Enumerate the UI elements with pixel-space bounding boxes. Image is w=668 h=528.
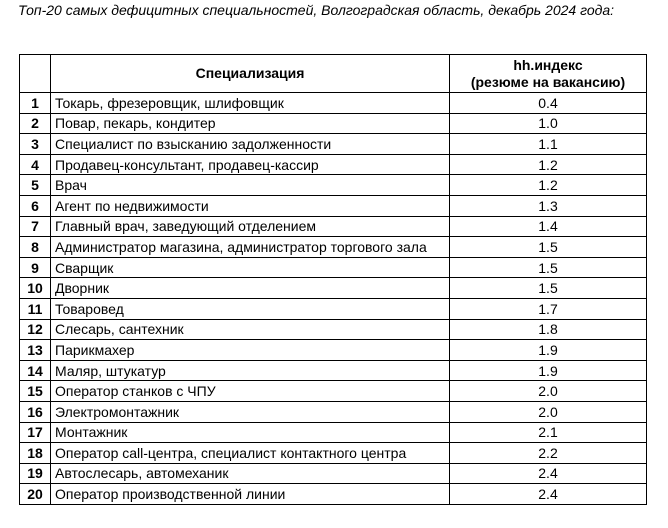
hh-index-cell: 1.1	[450, 134, 647, 155]
hh-index-cell: 2.1	[450, 422, 647, 443]
specialization-cell: Повар, пекарь, кондитер	[51, 113, 450, 134]
rank-cell: 16	[20, 401, 51, 422]
rank-cell: 12	[20, 319, 51, 340]
specialization-cell: Главный врач, заведующий отделением	[51, 216, 450, 237]
header-specialization: Специализация	[51, 55, 450, 93]
specialization-cell: Оператор производственной линии	[51, 484, 450, 505]
table-row	[20, 216, 647, 237]
rank-cell: 20	[20, 484, 51, 505]
hh-index-cell: 2.0	[450, 401, 647, 422]
specialization-cell: Товаровед	[51, 298, 450, 319]
hh-index-cell: 1.9	[450, 340, 647, 361]
table-row	[20, 237, 647, 258]
specialization-cell: Агент по недвижимости	[51, 195, 450, 216]
table-row	[20, 113, 647, 134]
header-hh-index-title: hh.индекс	[513, 56, 583, 73]
specialization-cell: Администратор магазина, администратор торгового зала	[51, 237, 450, 258]
specialization-cell: Оператор call-центра, специалист контактного центра	[51, 443, 450, 464]
deficit-specialties-table	[19, 54, 647, 505]
hh-index-cell: 1.4	[450, 216, 647, 237]
rank-cell: 9	[20, 257, 51, 278]
rank-cell: 8	[20, 237, 51, 258]
specialization-cell: Парикмахер	[51, 340, 450, 361]
table-row	[20, 257, 647, 278]
hh-index-cell: 1.3	[450, 195, 647, 216]
table-row	[20, 175, 647, 196]
hh-index-cell: 2.0	[450, 381, 647, 402]
specialization-cell: Сварщик	[51, 257, 450, 278]
rank-cell: 10	[20, 278, 51, 299]
hh-index-cell: 1.5	[450, 237, 647, 258]
hh-index-cell: 0.4	[450, 93, 647, 114]
table-header-row	[20, 55, 647, 93]
specialization-cell: Дворник	[51, 278, 450, 299]
rank-cell: 14	[20, 360, 51, 381]
hh-index-cell: 1.5	[450, 257, 647, 278]
hh-index-cell: 2.4	[450, 484, 647, 505]
specialization-cell: Токарь, фрезеровщик, шлифовщик	[51, 93, 450, 114]
rank-cell: 18	[20, 443, 51, 464]
table-row	[20, 484, 647, 505]
table-row	[20, 278, 647, 299]
table-row	[20, 463, 647, 484]
rank-cell: 2	[20, 113, 51, 134]
rank-cell: 1	[20, 93, 51, 114]
hh-index-cell: 1.2	[450, 154, 647, 175]
table-row	[20, 195, 647, 216]
table-row	[20, 360, 647, 381]
table-body	[20, 93, 647, 505]
hh-index-cell: 2.4	[450, 463, 647, 484]
hh-index-cell: 1.7	[450, 298, 647, 319]
specialization-cell: Электромонтажник	[51, 401, 450, 422]
rank-cell: 4	[20, 154, 51, 175]
table-row	[20, 381, 647, 402]
rank-cell: 19	[20, 463, 51, 484]
rank-cell: 13	[20, 340, 51, 361]
rank-cell: 3	[20, 134, 51, 155]
hh-index-cell: 1.9	[450, 360, 647, 381]
specialization-cell: Врач	[51, 175, 450, 196]
hh-index-cell: 1.5	[450, 278, 647, 299]
table-row	[20, 154, 647, 175]
specialization-cell: Слесарь, сантехник	[51, 319, 450, 340]
table-row	[20, 134, 647, 155]
specialization-cell: Специалист по взысканию задолженности	[51, 134, 450, 155]
table-row	[20, 93, 647, 114]
specialization-cell: Маляр, штукатур	[51, 360, 450, 381]
specialization-cell: Монтажник	[51, 422, 450, 443]
table-row	[20, 319, 647, 340]
specialization-cell: Оператор станков с ЧПУ	[51, 381, 450, 402]
rank-cell: 11	[20, 298, 51, 319]
hh-index-cell: 1.2	[450, 175, 647, 196]
rank-cell: 5	[20, 175, 51, 196]
table-row	[20, 298, 647, 319]
header-hh-index	[450, 55, 647, 93]
specialization-cell: Продавец-консультант, продавец-кассир	[51, 154, 450, 175]
specialization-cell: Автослесарь, автомеханик	[51, 463, 450, 484]
table-row	[20, 401, 647, 422]
hh-index-cell: 2.2	[450, 443, 647, 464]
table-caption: Топ-20 самых дефицитных специальностей, Волгоградская область, декабрь 2024 года:	[18, 2, 615, 18]
rank-cell: 15	[20, 381, 51, 402]
table-row	[20, 443, 647, 464]
rank-cell: 17	[20, 422, 51, 443]
rank-cell: 7	[20, 216, 51, 237]
header-number	[20, 55, 51, 93]
hh-index-cell: 1.8	[450, 319, 647, 340]
rank-cell: 6	[20, 195, 51, 216]
table-row	[20, 422, 647, 443]
hh-index-cell: 1.0	[450, 113, 647, 134]
table-row	[20, 340, 647, 361]
header-hh-index-subtitle: (резюме на вакансию)	[470, 73, 626, 90]
